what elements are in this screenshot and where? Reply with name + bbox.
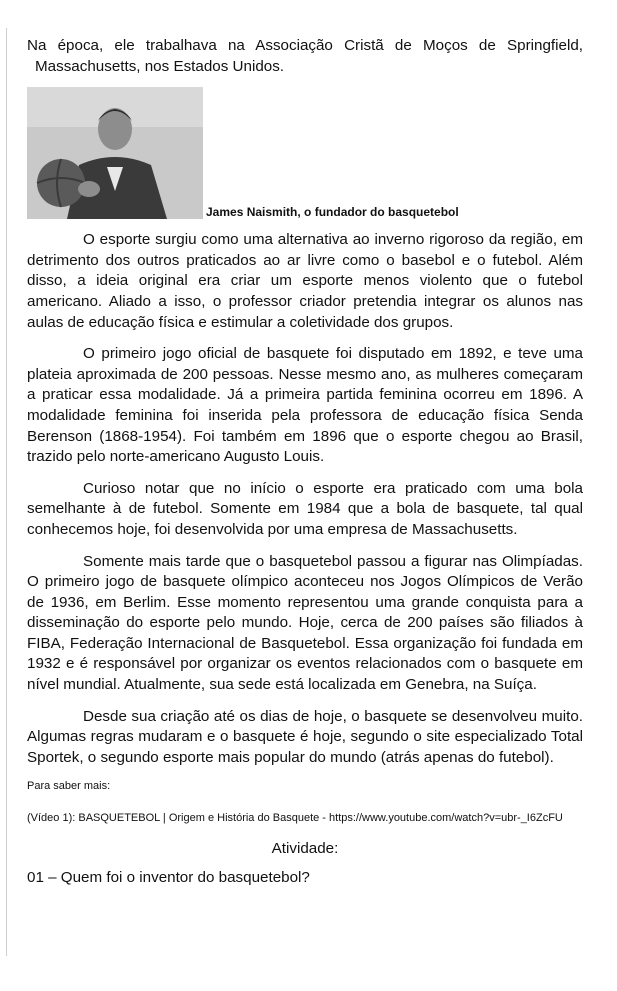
page-margin-line [6,28,7,956]
paragraph-origin: O esporte surgiu como uma alternativa ao inverno rigoroso da região, em detrimento dos outros praticados ao ar livre como o basebol e o futebol. Além disso, a ideia original era criar um esporte menos violento que o futebol americano. Aliado a isso, o professor criador pretendia integrar os alunos nas aulas de educação física e estimular a coletividade dos grupos. [27,231,583,331]
document-page [27,36,583,886]
activity-title: Atividade: [271,840,339,858]
naismith-photo [27,87,203,219]
figure [27,87,583,219]
paragraph-olympics: Somente mais tarde que o basquetebol passou a figurar nas Olimpíadas. O primeiro jogo de basquete olímpico aconteceu nos Jogos Olímpicos de Verão de 1936, em Berlim. Esse momento representou uma grande conquista para a disseminação do esporte pelo mundo. Hoje, cerca de 200 países são filiados à FIBA, Federação Internacional de Basquetebol. Essa organização foi fundada em 1932 e é responsável por organizar os eventos relacionados com o basquete em nível mundial. Atualmente, sua sede está localizada em Genebra, na Suíça. [27,552,583,694]
portrait-image [27,87,203,219]
more-label: Para saber mais: [27,780,111,793]
paragraph-ball: Curioso notar que no início o esporte era praticado com uma bola semelhante à de futebol. Somente em 1984 que a bola de basquete, tal qual conhecemos hoje, foi desenvolvida por uma empresa de Massachusetts. [27,479,583,538]
photo-caption: James Naismith, o fundador do basquetebol [206,205,459,220]
video-reference: (Vídeo 1): BASQUETEBOL | Origem e História do Basquete - https://www.youtube.com/watch?v=ubr-_I6ZcFU [27,812,563,825]
paragraph-today: Desde sua criação até os dias de hoje, o basquete se desenvolveu muito. Algumas regras mudaram e o basquete é hoje, segundo o site especializado Total Sportek, o segundo esporte mais popular do mundo (atrás apenas do futebol). [27,707,583,766]
intro-paragraph: Na época, ele trabalhava na Associação Cristã de Moços de Springfield, Massachusetts, nos Estados Unidos. [27,37,583,75]
activity-question: 01 – Quem foi o inventor do basquetebol? [27,869,310,887]
paragraph-first-game: O primeiro jogo oficial de basquete foi disputado em 1892, e teve uma plateia aproximada de 200 pessoas. Nesse mesmo ano, as mulheres começaram a praticar essa modalidade. Já a primeira partida feminina ocorreu em 1896. A modalidade feminina foi inserida pela professora de educação física Senda Berenson (1868-1954). Foi também em 1896 que o esporte chegou ao Brasil, trazido pelo norte-americano Augusto Louis. [27,345,583,466]
